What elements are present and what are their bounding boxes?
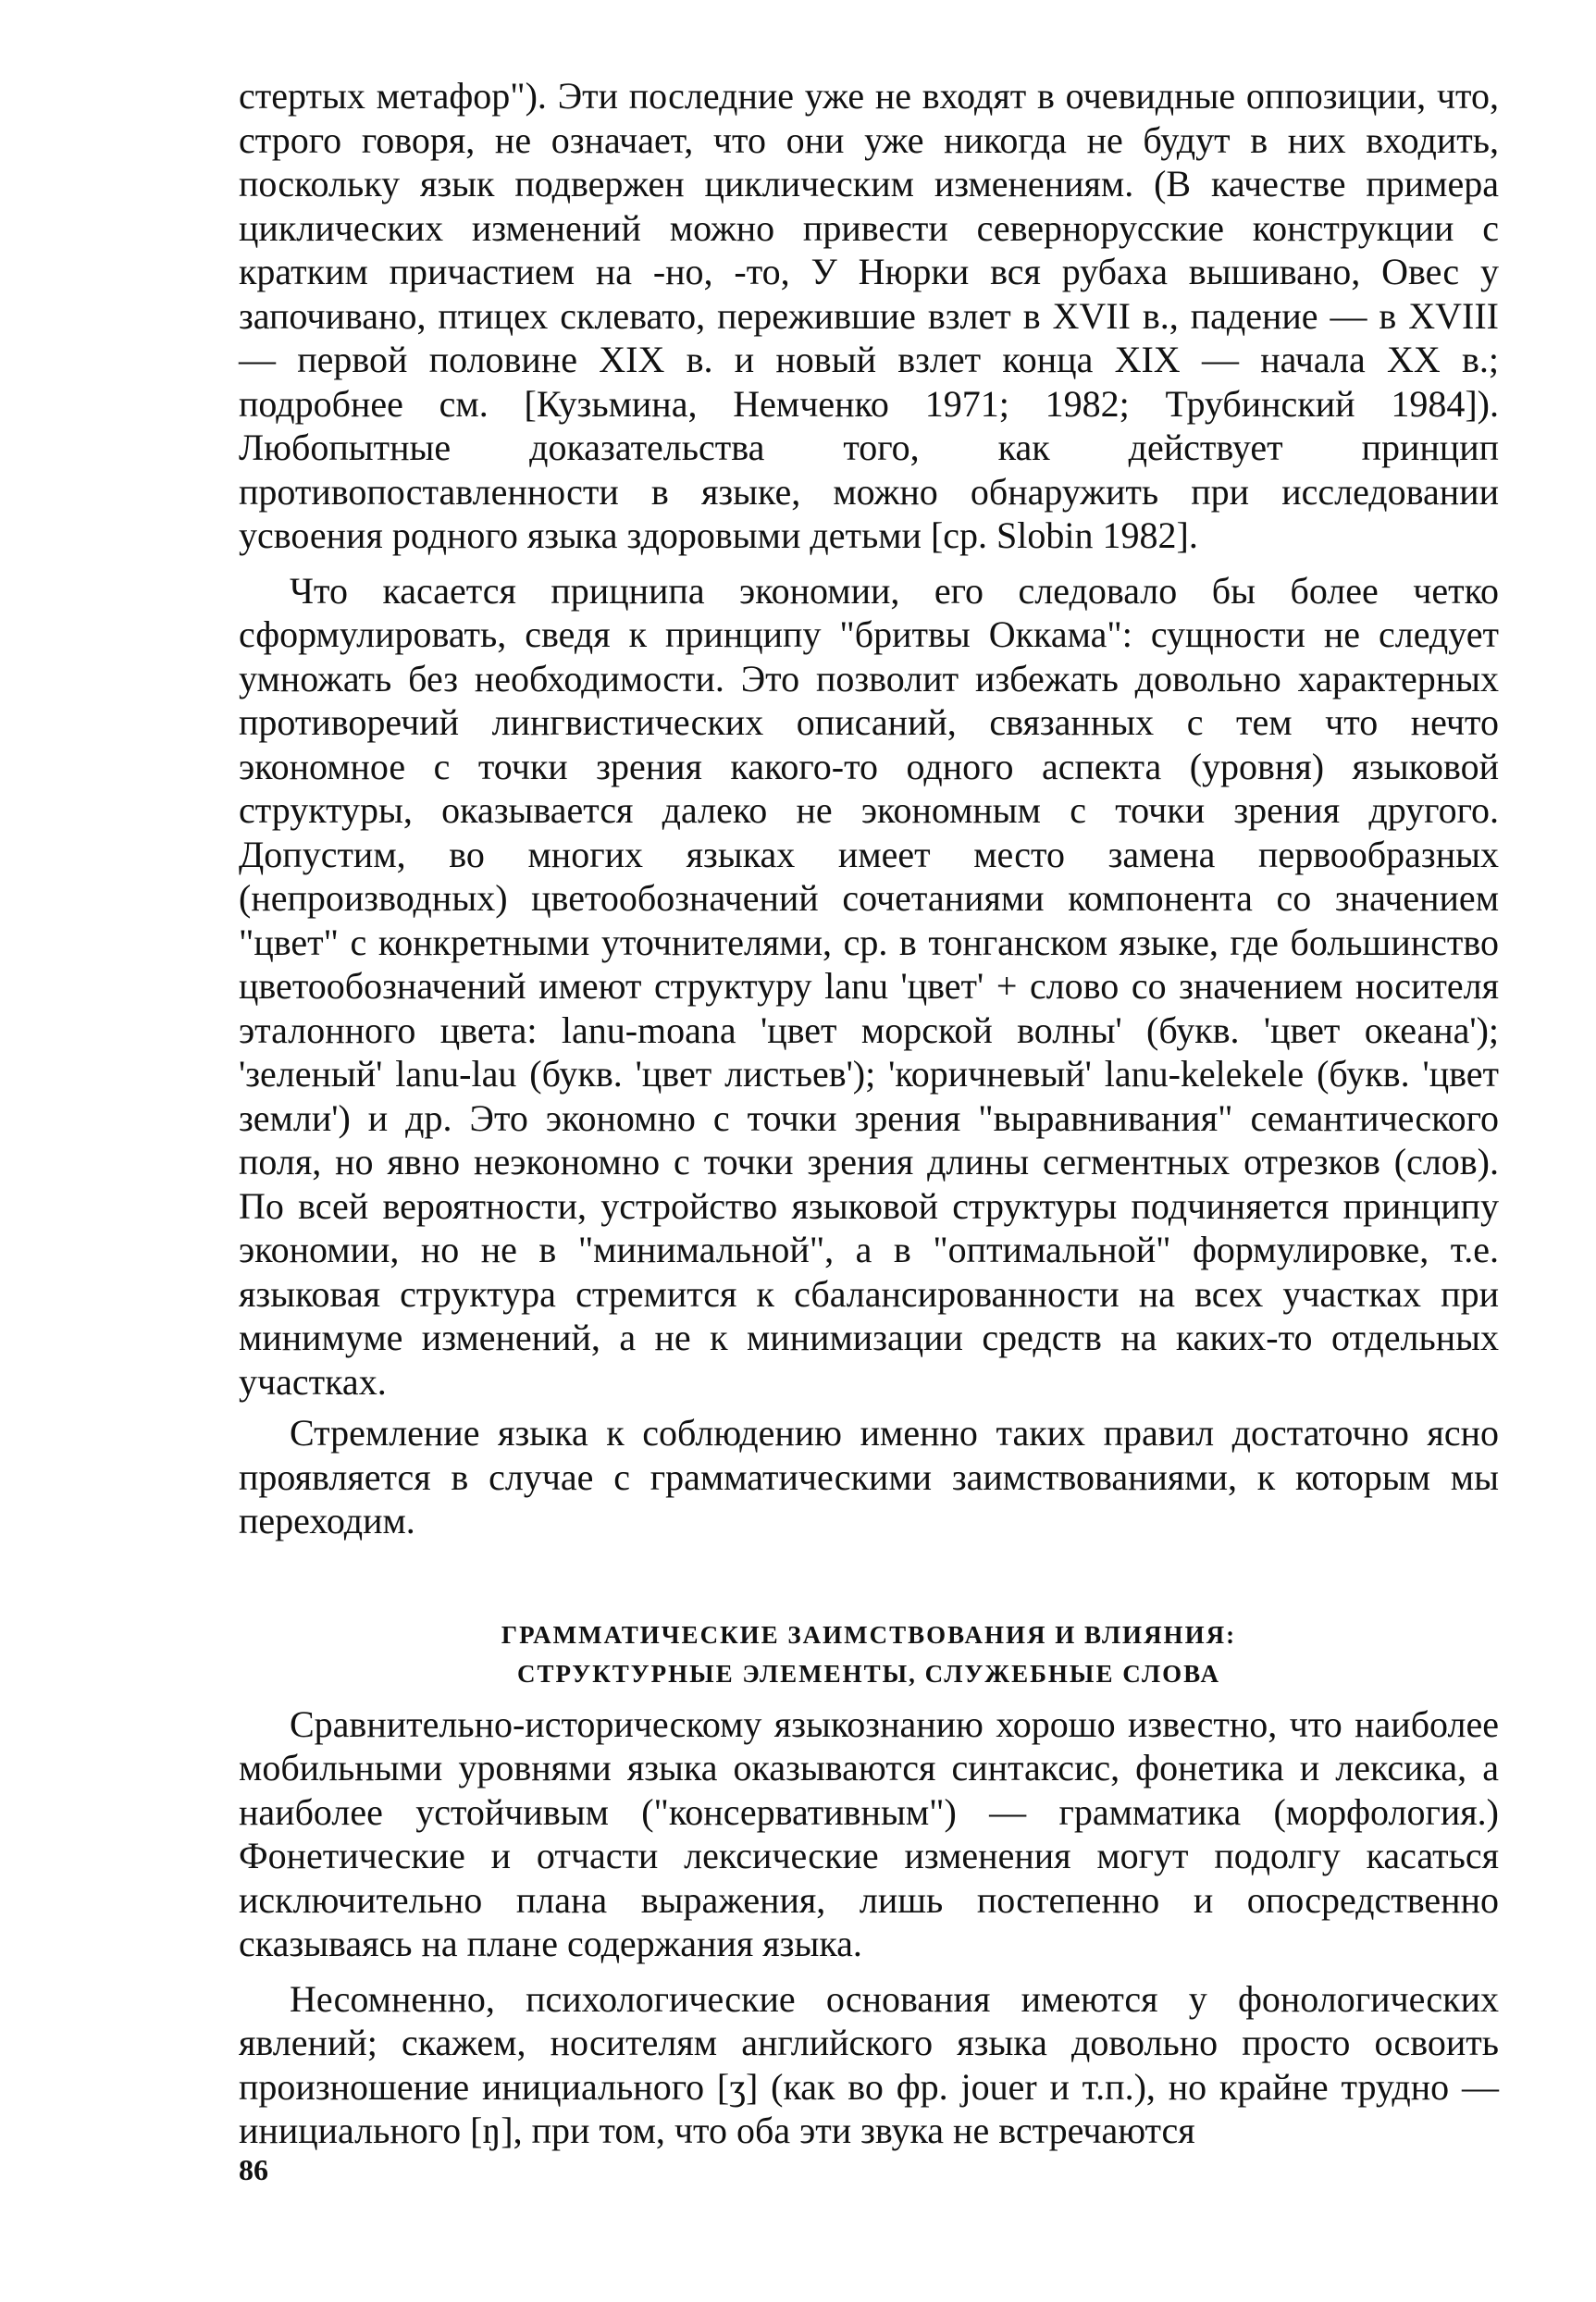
section-heading-line-1: ГРАММАТИЧЕСКИЕ ЗАИМСТВОВАНИЯ И ВЛИЯНИЯ: [501,1620,1237,1649]
page-number: 86 [239,2153,268,2186]
paragraph-economy-principle: Что касается прицнипа экономии, его следовало бы более четко сформулировать, сведя к принципу "бритвы Оккама": сущности не следует умножать без необходимости. Это позволит избежать довольно характерных противоречий лингвистических описаний, связанных с тем что нечто экономное с точки зрения какого-то одного аспекта (уровня) языковой структуры, оказывается далеко не экономным с точки зрения другого. Допустим, во многих языках имеет место замена первообразных (непроизводных) цветообозначений сочетаниями компонента со значением "цвет" с конкретными уточнителями, ср. в тонганском языке, где большинство цветообозначений имеют структуру lanu 'цвет' + слово со значением носителя эталонного цвета: lanu-moana 'цвет морской волны' (букв. 'цвет океана'); 'зеленый' lanu-lau (букв. 'цвет листьев'); 'коричневый' lanu-kelekele (букв. 'цвет земли') и др. Это экономно с точки зрения "выравнивания" семантического поля, но явно неэкономно с точки зрения длины сегментных отрезков (слов). По всей вероятности, устройство языковой структуры подчиняется принципу экономии, но не в "минимальной", а в "оптимальной" формулировке, т.е. языковая структура стремится к сбалансированности на всех участках при минимуме изменений, а не к минимизации средств на каких-то отдельных участках. [239,569,1499,1403]
section-heading [239,1615,1499,1693]
section-heading-line-2: СТРУКТУРНЫЕ ЭЛЕМЕНТЫ, СЛУЖЕБНЫЕ СЛОВА [517,1659,1220,1688]
paragraph-phonological-basis: Несомненно, психологические основания имеются у фонологических явлений; скажем, носителям английского языка довольно просто освоить произношение инициального [ʒ] (как во фр. jouer и т.п.), но крайне трудно — инициального [ŋ], при том, что оба эти звука не встречаются [239,1977,1499,2151]
paragraph-cyclic-changes: стертых метафор"). Эти последние уже не входят в очевидные оппозиции, что, строго говоря, не означает, что они уже никогда не будут в них входить, поскольку язык подвержен циклическим изменениям. (В качестве примера циклических изменений можно привести севернорусские конструкции с кратким причастием на -но, -то, У Нюрки вся рубаха вышивано, Овес у започивано, птицех склевато, пережившие взлет в XVII в., падение — в XVIII — первой половине XIX в. и новый взлет конца XIX — начала XX в.; подробнее см. [Кузьмина, Немченко 1971; 1982; Трубинский 1984]). Любопытные доказательства того, как действует принцип противопоставленности в языке, можно обнаружить при исследовании усвоения родного языка здоровыми детьми [ср. Slobin 1982]. [239,75,1499,556]
paragraph-comparative-linguistics: Сравнительно-историческому языкознанию хорошо известно, что наиболее мобильными уровнями языка оказываются синтаксис, фонетика и лексика, а наиболее устойчивым ("консервативным") — грамматика (морфология.) Фонетические и отчасти лексические изменения могут подолгу касаться исключительно плана выражения, лишь постепенно и опосредственно сказываясь на плане содержания языка. [239,1702,1499,1964]
paragraph-transition: Стремление языка к соблюдению именно таких правил достаточно ясно проявляется в случае с грамматическими заимствованиями, к которым мы переходим. [239,1412,1499,1541]
page-body [239,74,1499,2153]
